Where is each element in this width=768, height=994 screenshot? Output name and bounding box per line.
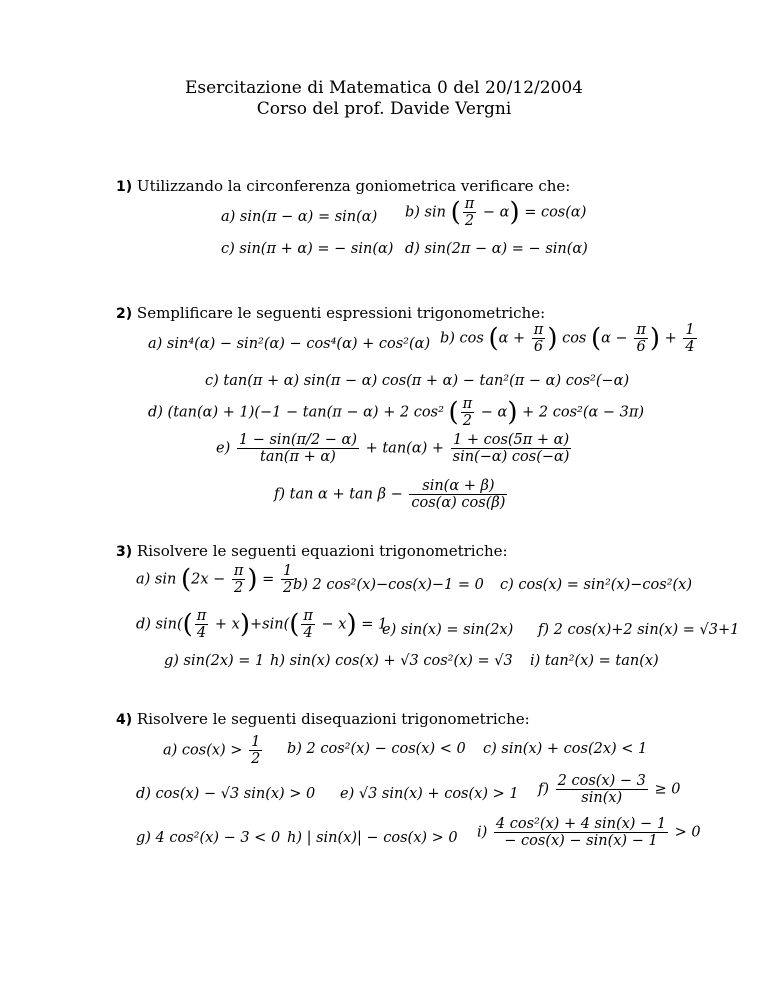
ex-3b: b) 2 cos²(x)−cos(x)−1 = 0 [293,577,484,593]
ex-1a: a) sin(π − α) = sin(α) [221,209,378,225]
ex-2e: e) $\frac{1 - \sin(\pi/2 - \alpha)}{\tan(\pi + \alpha)}$ + tan(α) + $\frac{1 + \cos(5\pi + \alpha)}{\sin(-\alpha) \cos(-\alpha)}$ [216,432,570,465]
ex-4g: g) 4 cos²(x) − 3 < 0 [136,830,281,846]
ex-2c: c) tan(π + α) sin(π − α) cos(π + α) − tan²(π − α) cos²(−α) [205,373,630,389]
ex-4e: e) √3 sin(x) + cos(x) > 1 [340,786,519,802]
ex-3i: i) tan²(x) = tan(x) [530,653,659,669]
ex-3a: a) sin (2x − $\frac{\pi}{2}$ ) = $\frac{1}{2}$ [136,563,293,596]
section-2-heading: 2) Semplificare le seguenti espressioni trigonometriche: [116,304,546,322]
ex-4f: f) $\frac{2 \cos(x) - 3}{\sin(x)}$ ≥ 0 [538,773,681,806]
ex-2a: a) sin⁴(α) − sin²(α) − cos⁴(α) + cos²(α) [148,336,431,352]
ex-2b: b) cos (α + $\frac{\pi}{6}$ ) cos (α − $\frac{\pi}{6}$ ) + $\frac{1}{4}$ [440,322,695,355]
ex-4b: b) 2 cos²(x) − cos(x) < 0 [287,741,466,757]
ex-3e: e) sin(x) = sin(2x) [382,622,514,638]
ex-4d: d) cos(x) − √3 sin(x) > 0 [136,786,316,802]
page-subtitle: Corso del prof. Davide Vergni [256,99,512,119]
ex-4i: i) $\frac{\text{4 cos²(x) + 4 sin(x) − 1}}{- \cos(x) - \sin(x) - 1}$ > 0 [477,816,701,849]
section-4-heading: 4) Risolvere le seguenti disequazioni trigonometriche: [116,710,530,728]
ex-3f: f) 2 cos(x)+2 sin(x) = √3+1 [538,622,740,638]
ex-4c: c) sin(x) + cos(2x) < 1 [483,741,648,757]
ex-1b: b) sin ( $\frac{\pi}{2}$ − α) = cos(α) [405,196,587,229]
ex-3d: d) sin(( $\frac{\pi}{4}$ + x)+sin(( $\frac{\pi}{4}$ − x) = 1 [136,608,388,641]
ex-1d: d) sin(2π − α) = − sin(α) [405,241,588,257]
section-3-heading: 3) Risolvere le seguenti equazioni trigonometriche: [116,542,508,560]
ex-3g: g) sin(2x) = 1 [164,653,265,669]
ex-3h: h) sin(x) cos(x) + √3 cos²(x) = √3 [270,653,513,669]
ex-4h: h) | sin(x)| − cos(x) > 0 [287,830,458,846]
section-1-heading: 1) Utilizzando la circonferenza goniometrica verificare che: [116,177,571,195]
ex-1c: c) sin(π + α) = − sin(α) [221,241,394,257]
ex-4a: a) cos(x) > $\frac{1}{2}$ [163,734,261,767]
ex-3c: c) cos(x) = sin²(x)−cos²(x) [500,577,693,593]
ex-2d: d) (tan(α) + 1)(−1 − tan(π − α) + 2 cos² ( $\frac{\pi}{2}$ − α) + 2 cos²(α − 3π) [148,396,645,429]
page-title: Esercitazione di Matematica 0 del 20/12/2004 [184,78,583,98]
ex-2f: f) tan α + tan β − $\frac{\sin(\alpha + \beta)}{\cos(\alpha) \cos(\beta)}$ [274,478,506,511]
